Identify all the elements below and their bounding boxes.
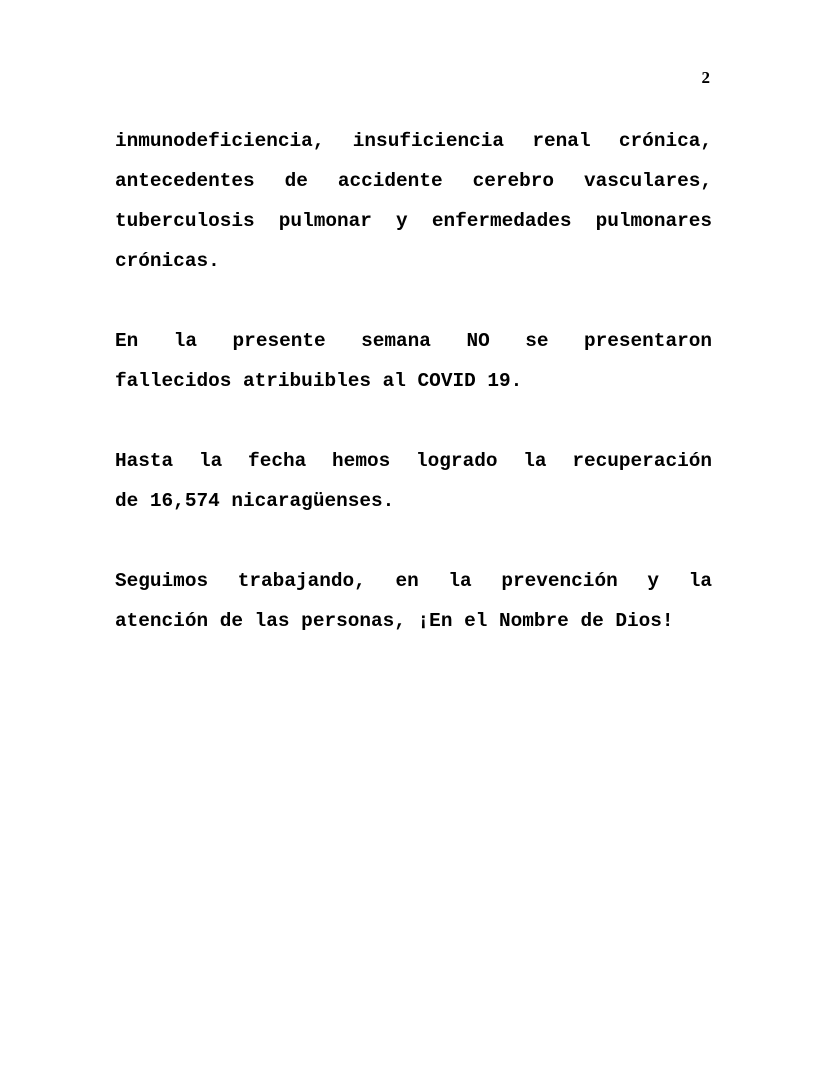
page-number: 2 [701, 68, 710, 87]
text-line: Hasta la fecha hemos logrado la recuperación [115, 450, 712, 472]
text-line: fallecidos atribuibles al COVID 19. [115, 370, 523, 392]
text-line: crónicas. [115, 250, 220, 272]
text-line: inmunodeficiencia, insuficiencia renal crónica, [115, 130, 712, 152]
text-line: atención de las personas, ¡En el Nombre de Dios! [115, 610, 674, 632]
text-line: de 16,574 nicaragüenses. [115, 490, 395, 512]
paragraph-recoveries [115, 446, 712, 526]
paragraph-deaths [115, 326, 712, 406]
paragraph-closing [115, 566, 712, 646]
text-line: antecedentes de accidente cerebro vasculares, [115, 170, 712, 192]
text-line: En la presente semana NO se presentaron [115, 330, 712, 352]
paragraph-risk-factors [115, 126, 712, 286]
text-line: tuberculosis pulmonar y enfermedades pulmonares [115, 210, 712, 232]
document-body [115, 126, 712, 686]
text-line: Seguimos trabajando, en la prevención y la [115, 570, 712, 592]
